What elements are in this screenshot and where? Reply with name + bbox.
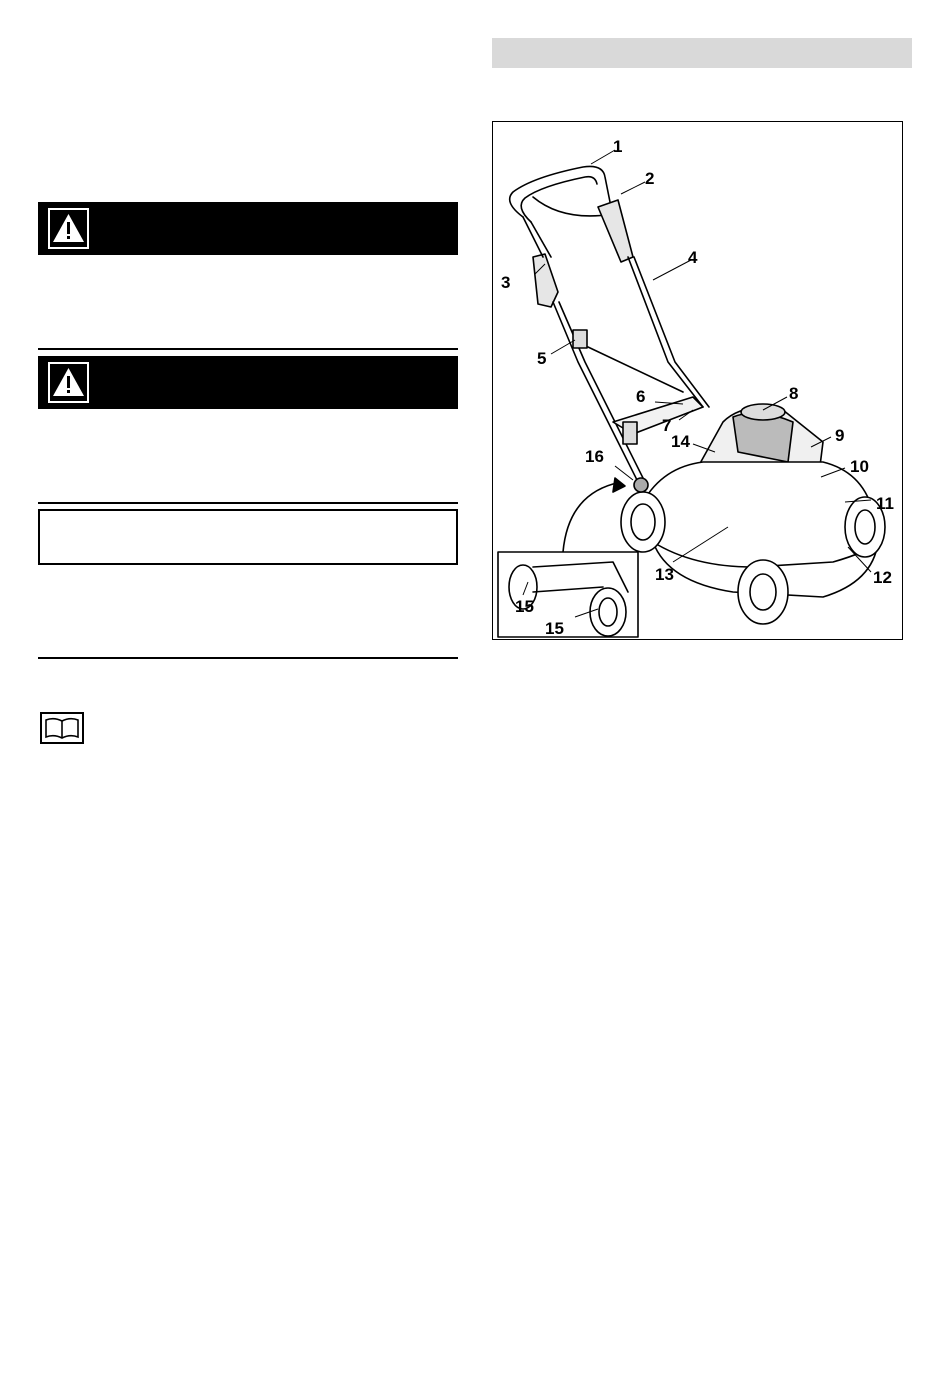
lawn-mower-figure <box>492 121 903 640</box>
divider <box>38 657 458 659</box>
callout-6: 6 <box>636 387 646 406</box>
callout-4: 4 <box>688 248 698 267</box>
callout-10: 10 <box>850 457 869 476</box>
warning-banner-2 <box>38 356 458 409</box>
divider <box>38 502 458 504</box>
callout-11: 11 <box>876 494 894 513</box>
callout-2: 2 <box>645 169 655 188</box>
callout-15-bottom: 15 <box>545 619 564 638</box>
callout-12: 12 <box>873 568 892 587</box>
callout-13: 13 <box>655 565 674 584</box>
callout-8: 8 <box>789 384 799 403</box>
callout-16: 16 <box>585 447 604 466</box>
callout-9: 9 <box>835 426 845 445</box>
section-header-bar <box>492 38 912 68</box>
callout-5: 5 <box>537 349 547 368</box>
lawn-mower-drawing <box>493 122 904 641</box>
callout-14: 14 <box>671 432 690 451</box>
warning-triangle-icon <box>48 208 89 249</box>
notice-box <box>38 509 458 565</box>
callout-1: 1 <box>613 137 623 156</box>
divider <box>38 348 458 350</box>
warning-triangle-icon <box>48 362 89 403</box>
callout-3: 3 <box>501 273 511 292</box>
callout-7: 7 <box>662 416 672 435</box>
warning-banner-1 <box>38 202 458 255</box>
callout-15-top: 15 <box>515 597 534 616</box>
book-icon <box>40 712 84 744</box>
